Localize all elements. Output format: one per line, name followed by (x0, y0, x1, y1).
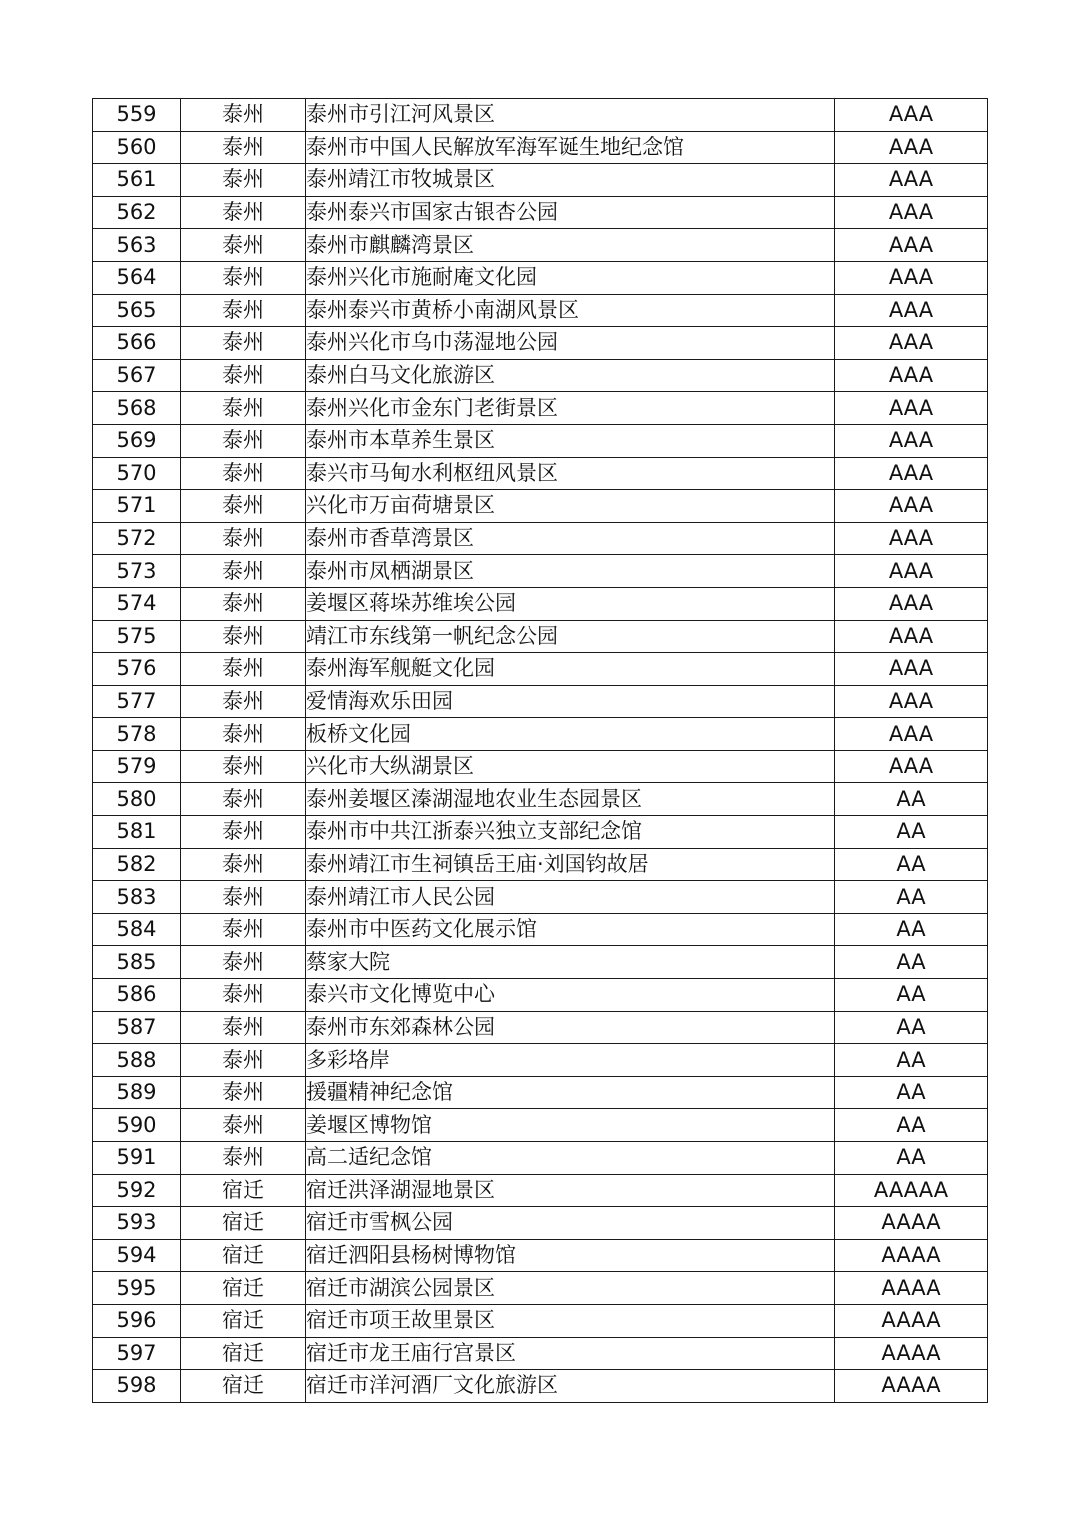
grade-rating-cell: AAA (835, 685, 988, 718)
row-number-cell: 584 (93, 913, 181, 946)
city-cell: 泰州 (181, 424, 306, 457)
grade-rating-cell: AAA (835, 327, 988, 360)
city-cell: 泰州 (181, 164, 306, 197)
row-number-cell: 588 (93, 1044, 181, 1077)
scenic-spot-name-cell: 泰州兴化市施耐庵文化园 (306, 261, 835, 294)
table-row (93, 522, 988, 555)
scenic-spot-name-cell: 泰州市麒麟湾景区 (306, 229, 835, 262)
grade-rating-cell: AAA (835, 587, 988, 620)
scenic-spot-name-cell: 爱情海欢乐田园 (306, 685, 835, 718)
grade-rating-cell: AAA (835, 555, 988, 588)
table-row (93, 653, 988, 686)
city-cell: 泰州 (181, 1011, 306, 1044)
table-row (93, 946, 988, 979)
city-cell: 泰州 (181, 946, 306, 979)
city-cell: 宿迁 (181, 1174, 306, 1207)
city-cell: 泰州 (181, 131, 306, 164)
city-cell: 泰州 (181, 99, 306, 132)
city-cell: 泰州 (181, 229, 306, 262)
scenic-spot-name-cell: 宿迁市项王故里景区 (306, 1304, 835, 1337)
table-row (93, 131, 988, 164)
scenic-spot-name-cell: 泰州市引江河风景区 (306, 99, 835, 132)
table-row (93, 587, 988, 620)
table-row (93, 783, 988, 816)
row-number-cell: 596 (93, 1304, 181, 1337)
scenic-spot-name-cell: 宿迁市龙王庙行宫景区 (306, 1337, 835, 1370)
row-number-cell: 564 (93, 261, 181, 294)
grade-rating-cell: AAAA (835, 1272, 988, 1305)
scenic-spot-name-cell: 泰州市香草湾景区 (306, 522, 835, 555)
city-cell: 泰州 (181, 359, 306, 392)
scenic-spot-name-cell: 泰州市凤栖湖景区 (306, 555, 835, 588)
table-row (93, 1337, 988, 1370)
row-number-cell: 562 (93, 196, 181, 229)
table-row (93, 164, 988, 197)
grade-rating-cell: AAA (835, 392, 988, 425)
row-number-cell: 559 (93, 99, 181, 132)
city-cell: 宿迁 (181, 1304, 306, 1337)
scenic-spot-name-cell: 多彩垎岸 (306, 1044, 835, 1077)
city-cell: 泰州 (181, 327, 306, 360)
scenic-spot-name-cell: 蔡家大院 (306, 946, 835, 979)
city-cell: 泰州 (181, 587, 306, 620)
grade-rating-cell: AAA (835, 522, 988, 555)
table-row (93, 1044, 988, 1077)
row-number-cell: 593 (93, 1207, 181, 1240)
table-body (93, 99, 988, 1403)
row-number-cell: 561 (93, 164, 181, 197)
grade-rating-cell: AA (835, 979, 988, 1012)
row-number-cell: 573 (93, 555, 181, 588)
scenic-spot-name-cell: 泰州姜堰区溱湖湿地农业生态园景区 (306, 783, 835, 816)
scenic-spot-name-cell: 泰州兴化市金东门老街景区 (306, 392, 835, 425)
table-row (93, 685, 988, 718)
table-row (93, 555, 988, 588)
city-cell: 泰州 (181, 555, 306, 588)
city-cell: 泰州 (181, 522, 306, 555)
table-row (93, 229, 988, 262)
city-cell: 泰州 (181, 750, 306, 783)
table-row (93, 457, 988, 490)
scenic-spot-name-cell: 兴化市万亩荷塘景区 (306, 490, 835, 523)
scenic-spot-name-cell: 宿迁市雪枫公园 (306, 1207, 835, 1240)
row-number-cell: 582 (93, 848, 181, 881)
grade-rating-cell: AA (835, 881, 988, 914)
grade-rating-cell: AA (835, 783, 988, 816)
row-number-cell: 586 (93, 979, 181, 1012)
table-row (93, 1076, 988, 1109)
grade-rating-cell: AAA (835, 294, 988, 327)
table-row (93, 424, 988, 457)
table-row (93, 1207, 988, 1240)
grade-rating-cell: AAA (835, 718, 988, 751)
table-row (93, 392, 988, 425)
grade-rating-cell: AA (835, 1044, 988, 1077)
row-number-cell: 575 (93, 620, 181, 653)
scenic-spot-name-cell: 靖江市东线第一帆纪念公园 (306, 620, 835, 653)
grade-rating-cell: AAAA (835, 1207, 988, 1240)
table-row (93, 1239, 988, 1272)
city-cell: 泰州 (181, 1044, 306, 1077)
grade-rating-cell: AAAAA (835, 1174, 988, 1207)
grade-rating-cell: AAAA (835, 1370, 988, 1403)
row-number-cell: 568 (93, 392, 181, 425)
table-row (93, 327, 988, 360)
scenic-spot-name-cell: 兴化市大纵湖景区 (306, 750, 835, 783)
grade-rating-cell: AAA (835, 424, 988, 457)
table-row (93, 620, 988, 653)
table-row (93, 750, 988, 783)
table-row (93, 1304, 988, 1337)
scenic-spot-name-cell: 宿迁市洋河酒厂文化旅游区 (306, 1370, 835, 1403)
grade-rating-cell: AA (835, 1011, 988, 1044)
grade-rating-cell: AA (835, 816, 988, 849)
scenic-spot-name-cell: 泰州泰兴市国家古银杏公园 (306, 196, 835, 229)
grade-rating-cell: AAA (835, 229, 988, 262)
row-number-cell: 590 (93, 1109, 181, 1142)
grade-rating-cell: AA (835, 1109, 988, 1142)
city-cell: 泰州 (181, 1142, 306, 1175)
city-cell: 泰州 (181, 881, 306, 914)
row-number-cell: 598 (93, 1370, 181, 1403)
grade-rating-cell: AA (835, 1076, 988, 1109)
grade-rating-cell: AAAA (835, 1337, 988, 1370)
city-cell: 泰州 (181, 848, 306, 881)
grade-rating-cell: AAAA (835, 1239, 988, 1272)
scenic-spot-name-cell: 泰州靖江市人民公园 (306, 881, 835, 914)
city-cell: 泰州 (181, 653, 306, 686)
table-row (93, 979, 988, 1012)
table-row (93, 848, 988, 881)
scenic-spot-name-cell: 泰州靖江市牧城景区 (306, 164, 835, 197)
city-cell: 泰州 (181, 913, 306, 946)
table-row (93, 881, 988, 914)
table-row (93, 1272, 988, 1305)
city-cell: 泰州 (181, 1076, 306, 1109)
scenic-spot-name-cell: 泰州白马文化旅游区 (306, 359, 835, 392)
city-cell: 泰州 (181, 816, 306, 849)
table-row (93, 261, 988, 294)
grade-rating-cell: AAA (835, 261, 988, 294)
scenic-spot-name-cell: 泰州市中共江浙泰兴独立支部纪念馆 (306, 816, 835, 849)
grade-rating-cell: AA (835, 1142, 988, 1175)
city-cell: 泰州 (181, 685, 306, 718)
table-row (93, 490, 988, 523)
row-number-cell: 592 (93, 1174, 181, 1207)
scenic-spot-name-cell: 泰州市中医药文化展示馆 (306, 913, 835, 946)
table-row (93, 359, 988, 392)
city-cell: 泰州 (181, 718, 306, 751)
scenic-spot-name-cell: 宿迁泗阳县杨树博物馆 (306, 1239, 835, 1272)
table-row (93, 294, 988, 327)
row-number-cell: 577 (93, 685, 181, 718)
row-number-cell: 576 (93, 653, 181, 686)
city-cell: 宿迁 (181, 1337, 306, 1370)
row-number-cell: 585 (93, 946, 181, 979)
grade-rating-cell: AAA (835, 620, 988, 653)
table-row (93, 718, 988, 751)
grade-rating-cell: AA (835, 848, 988, 881)
grade-rating-cell: AAA (835, 750, 988, 783)
table-row (93, 196, 988, 229)
scenic-spot-table-page (92, 98, 987, 1403)
city-cell: 泰州 (181, 783, 306, 816)
scenic-spot-name-cell: 高二适纪念馆 (306, 1142, 835, 1175)
table-row (93, 1174, 988, 1207)
row-number-cell: 594 (93, 1239, 181, 1272)
scenic-spot-name-cell: 泰州市东郊森林公园 (306, 1011, 835, 1044)
city-cell: 泰州 (181, 261, 306, 294)
city-cell: 宿迁 (181, 1239, 306, 1272)
scenic-spot-name-cell: 板桥文化园 (306, 718, 835, 751)
row-number-cell: 569 (93, 424, 181, 457)
grade-rating-cell: AAA (835, 490, 988, 523)
grade-rating-cell: AAA (835, 196, 988, 229)
grade-rating-cell: AA (835, 913, 988, 946)
scenic-spot-name-cell: 援疆精神纪念馆 (306, 1076, 835, 1109)
row-number-cell: 589 (93, 1076, 181, 1109)
row-number-cell: 580 (93, 783, 181, 816)
row-number-cell: 566 (93, 327, 181, 360)
city-cell: 宿迁 (181, 1207, 306, 1240)
table-row (93, 1370, 988, 1403)
grade-rating-cell: AAA (835, 457, 988, 490)
row-number-cell: 591 (93, 1142, 181, 1175)
table-row (93, 913, 988, 946)
row-number-cell: 587 (93, 1011, 181, 1044)
row-number-cell: 567 (93, 359, 181, 392)
scenic-spot-name-cell: 宿迁洪泽湖湿地景区 (306, 1174, 835, 1207)
scenic-spot-name-cell: 泰兴市文化博览中心 (306, 979, 835, 1012)
scenic-spot-name-cell: 泰州市中国人民解放军海军诞生地纪念馆 (306, 131, 835, 164)
scenic-spot-name-cell: 泰州兴化市乌巾荡湿地公园 (306, 327, 835, 360)
grade-rating-cell: AAA (835, 131, 988, 164)
table-row (93, 99, 988, 132)
city-cell: 泰州 (181, 979, 306, 1012)
row-number-cell: 595 (93, 1272, 181, 1305)
row-number-cell: 583 (93, 881, 181, 914)
city-cell: 泰州 (181, 490, 306, 523)
city-cell: 泰州 (181, 1109, 306, 1142)
row-number-cell: 578 (93, 718, 181, 751)
table-row (93, 1011, 988, 1044)
table-row (93, 1109, 988, 1142)
row-number-cell: 572 (93, 522, 181, 555)
table-row (93, 816, 988, 849)
row-number-cell: 597 (93, 1337, 181, 1370)
city-cell: 泰州 (181, 620, 306, 653)
grade-rating-cell: AAAA (835, 1304, 988, 1337)
scenic-spot-name-cell: 泰州泰兴市黄桥小南湖风景区 (306, 294, 835, 327)
city-cell: 泰州 (181, 457, 306, 490)
city-cell: 泰州 (181, 196, 306, 229)
row-number-cell: 574 (93, 587, 181, 620)
city-cell: 宿迁 (181, 1370, 306, 1403)
grade-rating-cell: AAA (835, 99, 988, 132)
scenic-spot-table (92, 98, 988, 1403)
scenic-spot-name-cell: 泰兴市马甸水利枢纽风景区 (306, 457, 835, 490)
city-cell: 泰州 (181, 294, 306, 327)
scenic-spot-name-cell: 宿迁市湖滨公园景区 (306, 1272, 835, 1305)
city-cell: 泰州 (181, 392, 306, 425)
row-number-cell: 560 (93, 131, 181, 164)
row-number-cell: 563 (93, 229, 181, 262)
grade-rating-cell: AAA (835, 653, 988, 686)
row-number-cell: 571 (93, 490, 181, 523)
scenic-spot-name-cell: 姜堰区蒋垛苏维埃公园 (306, 587, 835, 620)
row-number-cell: 579 (93, 750, 181, 783)
scenic-spot-name-cell: 泰州靖江市生祠镇岳王庙·刘国钧故居 (306, 848, 835, 881)
scenic-spot-name-cell: 泰州市本草养生景区 (306, 424, 835, 457)
scenic-spot-name-cell: 泰州海军舰艇文化园 (306, 653, 835, 686)
row-number-cell: 570 (93, 457, 181, 490)
table-row (93, 1142, 988, 1175)
grade-rating-cell: AAA (835, 359, 988, 392)
city-cell: 宿迁 (181, 1272, 306, 1305)
grade-rating-cell: AAA (835, 164, 988, 197)
grade-rating-cell: AA (835, 946, 988, 979)
row-number-cell: 565 (93, 294, 181, 327)
scenic-spot-name-cell: 姜堰区博物馆 (306, 1109, 835, 1142)
row-number-cell: 581 (93, 816, 181, 849)
